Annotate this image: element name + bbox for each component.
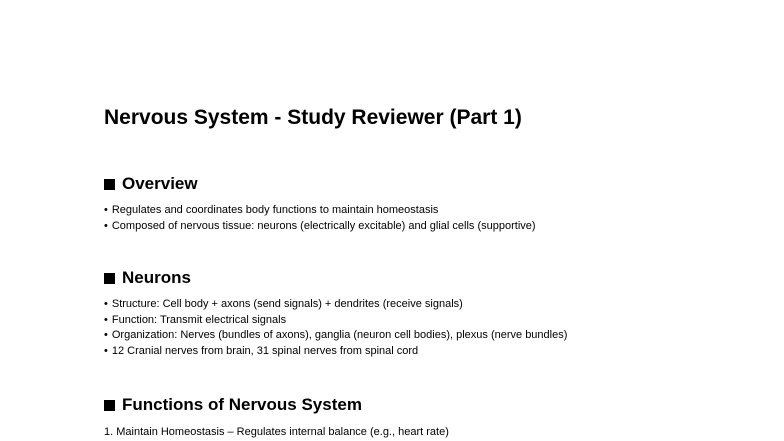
section-heading-text: Overview — [122, 174, 198, 193]
bullet-dot-icon: • — [104, 219, 108, 232]
list-item — [104, 328, 567, 344]
list-item — [104, 344, 567, 360]
list-item-text: 12 Cranial nerves from brain, 31 spinal nerves from spinal cord — [111, 345, 419, 358]
list-item — [104, 219, 536, 235]
section-heading-functions — [104, 395, 362, 415]
list-item — [104, 203, 536, 219]
square-bullet-icon — [104, 273, 115, 284]
list-item — [104, 313, 567, 329]
section-heading-overview — [104, 174, 198, 194]
section-heading-text: Neurons — [122, 268, 191, 287]
square-bullet-icon — [104, 400, 115, 411]
document-title: Nervous System - Study Reviewer (Part 1) — [104, 106, 522, 129]
list-item-text: Function: Transmit electrical signals — [111, 313, 287, 326]
list-item — [104, 425, 449, 441]
bullet-dot-icon: • — [104, 313, 108, 326]
functions-list — [104, 425, 449, 441]
neurons-list — [104, 297, 567, 360]
list-item-text: Structure: Cell body + axons (send signals) + dendrites (receive signals) — [111, 298, 463, 310]
section-heading-text: Functions of Nervous System — [122, 395, 362, 414]
list-item-text: Composed of nervous tissue: neurons (electrically excitable) and glial cells (supportive) — [111, 219, 536, 232]
list-item-text: Regulates and coordinates body functions to maintain homeostasis — [111, 204, 439, 216]
bullet-dot-icon: • — [104, 298, 108, 310]
bullet-dot-icon: • — [104, 329, 108, 342]
list-item — [104, 297, 567, 313]
section-heading-neurons — [104, 268, 191, 288]
square-bullet-icon — [104, 179, 115, 190]
bullet-dot-icon: • — [104, 345, 108, 358]
list-item-text: Organization: Nerves (bundles of axons), ganglia (neuron cell bodies), plexus (nerve bundles) — [111, 329, 568, 342]
bullet-dot-icon: • — [104, 204, 108, 216]
overview-list — [104, 203, 536, 234]
list-item-text: 1. Maintain Homeostasis – Regulates internal balance (e.g., heart rate) — [104, 426, 449, 438]
